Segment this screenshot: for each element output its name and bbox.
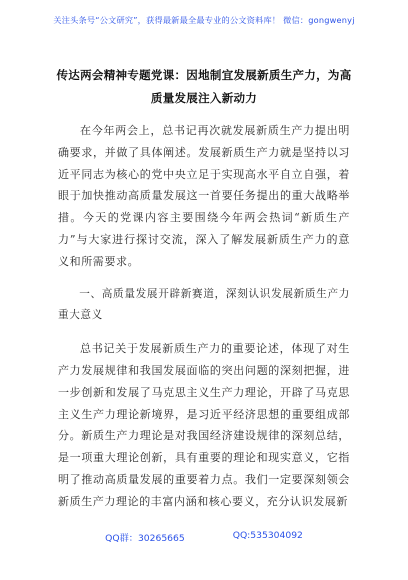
paragraph-significance: 总书记关于发展新质生产力的重要论述，体现了对生产力发展规律和我国发展面临的突出问题的深刻把握，进一步创新和发展了马克思主义生产力理论，开辟了马克思主义生产力理论新境界，是习近平经济思想的重要组成部分。新质生产力理论是对我国经济建设规律的深刻总结，是一项重大理论创新，具有重要的理论和现实意义，它指明了推动高质量发展的重要着力点。我们一定要深刻领会新质生产力理论的丰富内涵和核心要义，充分认识发展新 — [58, 342, 350, 508]
document-body — [58, 120, 350, 524]
section-heading: 一、高质量发展开辟新赛道，深刻认识发展新质生产力重大意义 — [58, 287, 350, 322]
title-line-1: 传达两会精神专题党课：因地制宜发展新质生产力，为高 — [56, 68, 352, 82]
title-line-2: 质量发展注入新动力 — [150, 91, 258, 105]
footer-contact — [0, 530, 408, 550]
qq-number-text: QQ:535304092 — [232, 530, 303, 541]
document-title — [52, 64, 356, 110]
qq-group-text: QQ群：30265665 — [105, 533, 185, 544]
paragraph-intro: 在今年两会上，总书记再次就发展新质生产力提出明确要求，并做了具体阐述。发展新质生产力就是坚持以习近平同志为核心的党中央立足于实现高水平自立自强，着眼于加快推动高质量发展这一首要任务提出的重大战略举措。今天的党课内容主要围绕今年两会热词“新质生产力”与大家进行探讨交流，深入了解发展新质生产力的意义和所需要求。 — [58, 124, 350, 268]
header-note-text: 关注头条号“公文研究”，获得最新最全最专业的公文资料库！ 微信：gongwenyj — [53, 14, 355, 25]
header-banner — [0, 0, 408, 40]
